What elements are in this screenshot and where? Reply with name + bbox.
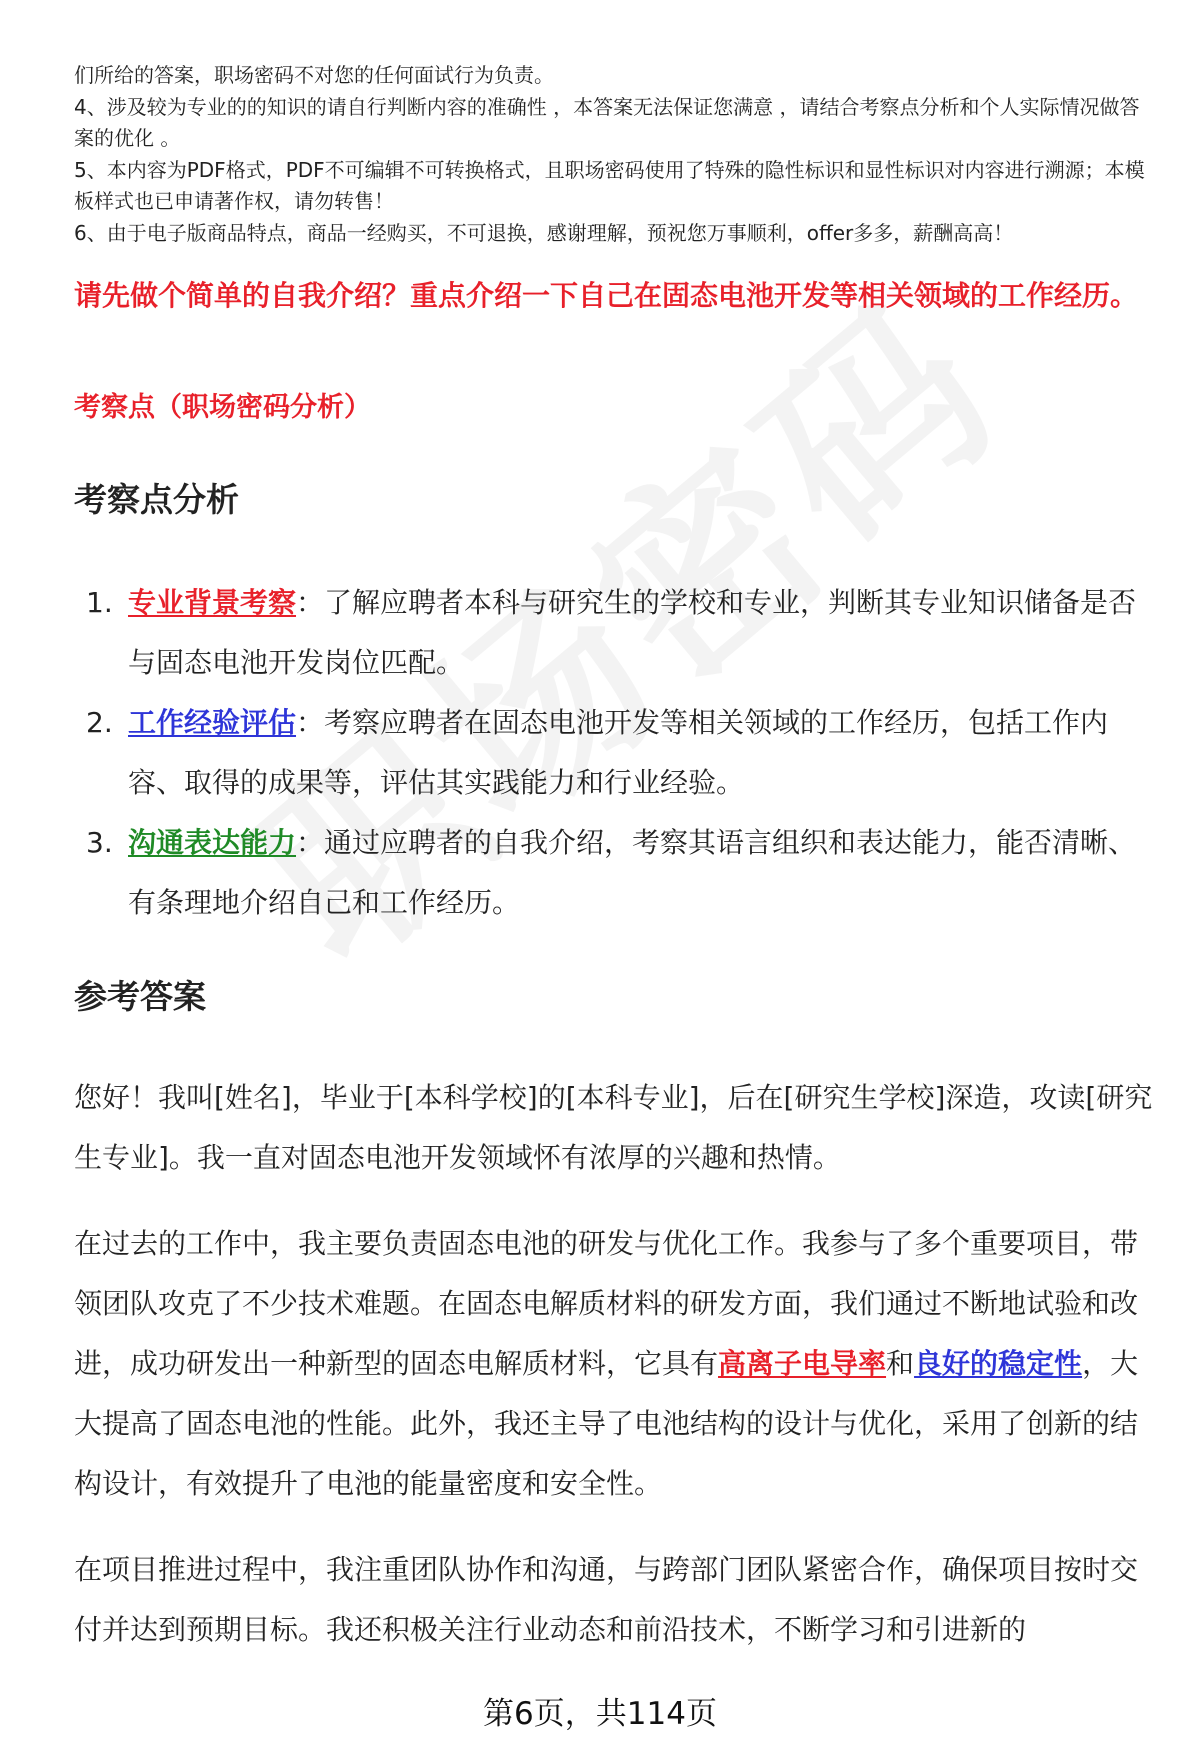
point-number: 3. [86,826,113,859]
answer-text: ，大大提高了固态电池的性能。此外，我还主导了电池结构的设计与优化，采用了创新的结构设计，有效提升了电池的能量密度和安全性。 [74,1347,1139,1500]
disclaimer-block [74,60,1154,249]
answer-paragraph-experience [74,1214,1154,1514]
disclaimer-line: 4、涉及较为专业的的知识的请自行判断内容的准确性 ，本答案无法保证您满意 ，请结合考察点分析和个人实际情况做答案的优化 。 [74,94,1140,150]
answer-keyword: 良好的稳定性 [914,1347,1083,1380]
page-number: 第6页，共114页 [483,1696,717,1732]
disclaimer-line: 6、由于电子版商品特点，商品一经购买，不可退换，感谢理解，预祝您万事顺利，offer多多，薪酬高高！ [74,220,1014,245]
point-text: ：考察应聘者在固态电池开发等相关领域的工作经历，包括工作内容、取得的成果等，评估其实践能力和行业经验。 [128,706,1109,799]
point-text: ：了解应聘者本科与研究生的学校和专业，判断其专业知识储备是否与固态电池开发岗位匹配。 [128,586,1137,679]
analysis-point [74,693,1154,813]
interview-question: 请先做个简单的自我介绍？重点介绍一下自己在固态电池开发等相关领域的工作经历。 [74,279,1139,312]
answer-text: 在过去的工作中，我主要负责固态电池的研发与优化工作。我参与了多个重要项目，带领团队攻克了不少技术难题。在固态电解质材料的研发方面，我们通过不断地试验和改进，成功研发出一种新型的固态电解质材料，它具有 [74,1227,1139,1380]
point-keyword: 沟通表达能力 [128,826,297,859]
point-number: 2. [86,706,113,739]
answer-paragraph-intro: 您好！我叫[姓名]，毕业于[本科学校]的[本科专业]，后在[研究生学校]深造，攻读[研究生专业]。我一直对固态电池开发领域怀有浓厚的兴趣和热情。 [74,1081,1153,1174]
disclaimer-line: 5、本内容为PDF格式，PDF不可编辑不可转换格式，且职场密码使用了特殊的隐性标识和显性标识对内容进行溯源；本模板样式也已申请著作权，请勿转售！ [74,157,1145,213]
answer-paragraph-teamwork: 在项目推进过程中，我注重团队协作和沟通，与跨部门团队紧密合作，确保项目按时交付并达到预期目标。我还积极关注行业动态和前沿技术，不断学习和引进新的 [74,1553,1139,1646]
answer-heading: 参考答案 [74,977,206,1016]
analysis-point [74,813,1154,933]
analysis-points-list [74,573,1154,933]
analysis-heading: 考察点分析 [74,480,239,519]
point-keyword: 专业背景考察 [128,586,297,619]
disclaimer-line: 们所给的答案，职场密码不对您的任何面试行为负责。 [74,63,554,87]
point-keyword: 工作经验评估 [128,706,297,739]
analysis-label: 考察点（职场密码分析） [74,392,371,423]
answer-keyword: 高离子电导率 [718,1347,887,1380]
point-number: 1. [86,586,113,619]
analysis-point [74,573,1154,693]
answer-text: 和 [886,1347,915,1380]
point-text: ：通过应聘者的自我介绍，考察其语言组织和表达能力，能否清晰、有条理地介绍自己和工作经历。 [128,826,1137,919]
